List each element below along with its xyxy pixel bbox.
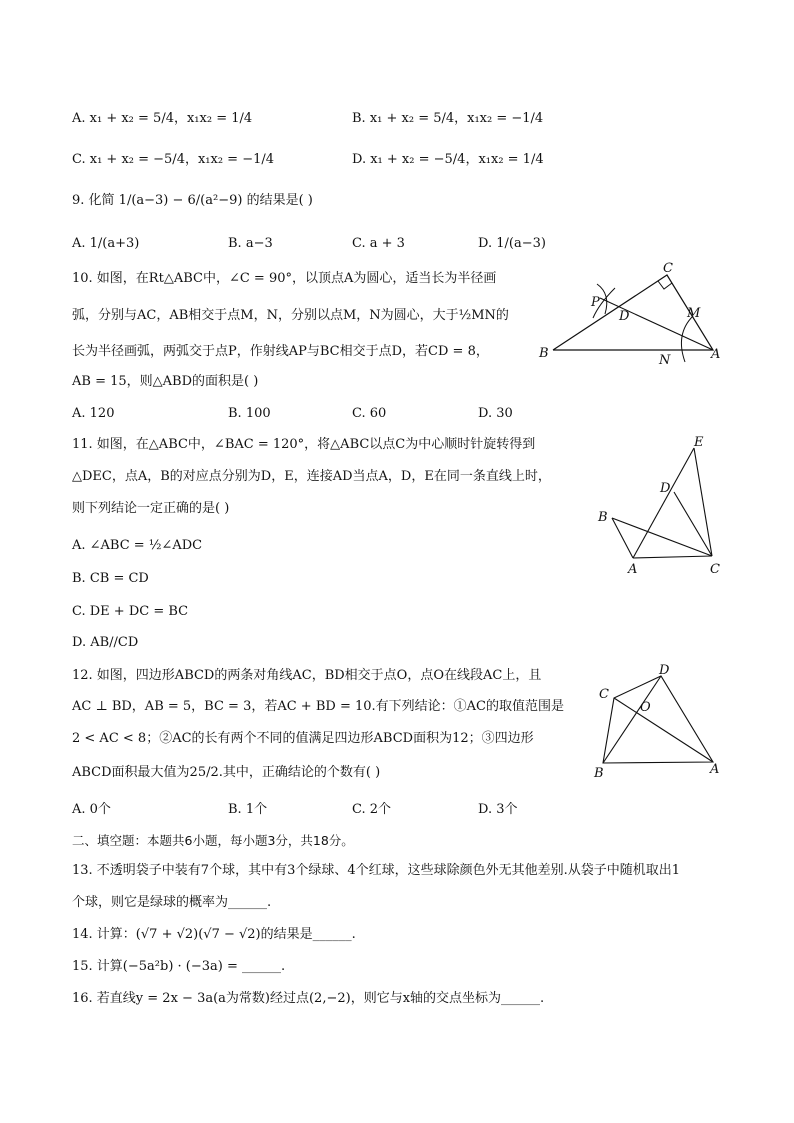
q14-text: 14. 计算：(√7 + √2)(√7 − √2)的结果是______. [72,927,356,942]
q10-label-p: P [591,295,600,310]
q8-option-c: C. x₁ + x₂ = −5/4，x₁x₂ = −1/4 [72,152,275,167]
q12-option-c: C. 2个 [352,802,392,817]
q11-label-d: D [660,481,671,496]
q9-option-d: D. 1/(a−3) [478,236,546,251]
q10-line-3: 长为半径画弧，两弧交于点P，作射线AP与BC相交于点D，若CD = 8， [72,344,489,359]
q10-line-4: AB = 15，则△ABD的面积是( ) [72,374,259,389]
q11-option-d: D. AB//CD [72,635,139,650]
q10-right-angle-mark [658,281,672,289]
q15-text: 15. 计算(−5a²b) · (−3a) = ______. [72,959,286,974]
q12-line-4: ABCD面积最大值为25/2.其中，正确结论的个数有( ) [72,765,381,780]
q16-text: 16. 若直线y = 2x − 3a(a为常数)经过点(2,−2)，则它与x轴的交点坐标为______. [72,991,545,1006]
q11-segment-bc [612,518,712,556]
q11-line-3: 则下列结论一定正确的是( ) [72,501,230,516]
q10-label-a: A [711,347,721,362]
q10-line-1: 10. 如图，在Rt△ABC中，∠C = 90°，以顶点A为圆心，适当长为半径画 [72,271,497,286]
q12-line-2: AC ⊥ BD，AB = 5，BC = 3，若AC + BD = 10.有下列结论：①AC的取值范围是 [72,699,564,714]
q9-option-b: B. a−3 [228,236,273,251]
q11-label-b: B [598,510,608,525]
q10-option-c: C. 60 [352,406,387,421]
q10-label-n: N [659,353,671,368]
q10-option-b: B. 100 [228,406,271,421]
q10-option-a: A. 120 [72,406,115,421]
q11-label-c: C [710,562,720,577]
q10-label-b: B [539,346,549,361]
q12-label-d: D [659,663,670,678]
q12-line-1: 12. 如图，四边形ABCD的两条对角线AC，BD相交于点O，点O在线段AC上，且 [72,668,542,683]
q11-line-1: 11. 如图，在△ABC中，∠BAC = 120°，将△ABC以点C为中心顺时针旋转得到 [72,437,536,452]
q11-option-a: A. ∠ABC = ½∠ADC [72,538,203,553]
q11-segment-ab [612,518,633,558]
section-fill-in-heading: 二、填空题：本题共6小题，每小题3分，共18分。 [72,833,354,848]
q10-label-d: D [619,309,630,324]
q12-label-c: C [599,687,609,702]
q11-label-a: A [628,562,638,577]
q8-option-a: A. x₁ + x₂ = 5/4，x₁x₂ = 1/4 [72,111,253,126]
q10-line-2: 弧，分别与AC，AB相交于点M，N，分别以点M，N为圆心，大于½MN的 [72,308,509,323]
q13-line-1: 13. 不透明袋子中装有7个球，其中有3个绿球、4个红球，这些球除颜色外无其他差别.从袋子中随机取出1 [72,863,681,878]
q11-option-b: B. CB = CD [72,571,149,586]
q11-segment-ac [633,556,712,558]
q10-label-m: M [687,306,701,321]
q12-option-d: D. 3个 [478,802,518,817]
q9-option-c: C. a + 3 [352,236,405,251]
q11-segment-ae [633,448,694,558]
q11-line-2: △DEC，点A，B的对应点分别为D，E，连接AD当点A，D，E在同一条直线上时， [72,469,551,484]
q12-option-b: B. 1个 [228,802,268,817]
q10-label-c: C [663,262,673,276]
q11-option-c: C. DE + DC = BC [72,604,189,619]
q12-option-a: A. 0个 [72,802,111,817]
q12-diagonal-ac [614,698,713,762]
q9-option-a: A. 1/(a+3) [72,236,140,251]
q12-label-b: B [594,766,604,781]
q11-label-e: E [694,435,704,450]
q12-figure [590,660,730,785]
q12-line-3: 2 < AC < 8；②AC的长有两个不同的值满足四边形ABCD面积为12；③四边形 [72,731,534,746]
q8-option-d: D. x₁ + x₂ = −5/4，x₁x₂ = 1/4 [352,152,544,167]
q12-label-o: O [640,700,651,715]
q12-label-a: A [710,762,720,777]
q12-quadrilateral [603,676,713,763]
q10-arc-mn [681,316,693,362]
q11-figure [590,430,730,580]
q8-option-b: B. x₁ + x₂ = 5/4，x₁x₂ = −1/4 [352,111,544,126]
q10-figure [535,262,735,372]
q10-option-d: D. 30 [478,406,513,421]
q13-line-2: 个球，则它是绿球的概率为______. [72,895,272,910]
q9-stem: 9. 化简 1/(a−3) − 6/(a²−9) 的结果是( ) [72,193,313,208]
